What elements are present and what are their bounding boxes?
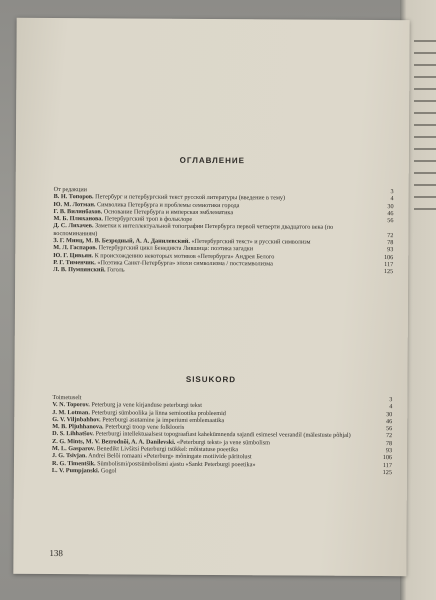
toc-entry xyxy=(52,467,392,476)
toc-entry-page: 3 xyxy=(390,188,394,196)
toc-entry-author: М. Л. Гаспаров. xyxy=(53,244,98,252)
toc-entry-title: Основание Петербурга и имперская эмблематика xyxy=(103,208,234,217)
toc-entry xyxy=(53,266,393,275)
toc-entry-author: З. Г. Минц, М. В. Безродный, А. А. Данилевский. xyxy=(53,237,190,245)
toc-entry-author: Z. G. Mints, M. V. Bezrodnõi, A. A. Danilevski. xyxy=(52,437,176,446)
toc-entry-title: Петербургский цикл Бенедикта Лившица: поэтика загадки xyxy=(98,244,254,253)
toc-entry-author: М. Б. Плюханова. xyxy=(53,215,103,223)
toc-entry-page: 93 xyxy=(385,447,393,455)
toc-entry-title: Peterburgi sümboolika ja linna semiootika probleemid xyxy=(91,408,226,417)
toc-entry-author: Г. В. Вилинбахов. xyxy=(53,207,103,216)
toc-entry-title: Andrei Belõi romaani «Peterburg» mõningate motiivide päritolust xyxy=(88,452,252,461)
toc-entry-title: Sümbolismi/postsümbolismi ajastu «Sankt Peterburgi poeetika» xyxy=(97,459,256,468)
toc-entry-page: 125 xyxy=(383,268,394,276)
toc-heading-russian: ОГЛАВЛЕНИЕ xyxy=(179,155,246,166)
toc-entry-page: 56 xyxy=(387,217,394,225)
toc-entry-page: 56 xyxy=(385,425,393,433)
toc-entry-page: 46 xyxy=(386,417,393,425)
toc-entry-title: Заметки к интеллектуальной топографии Петербурга первой четверти двадцатого века (по воспоминаниям) xyxy=(53,222,334,238)
toc-list-russian xyxy=(53,186,394,276)
toc-entry-author: J. M. Lotman. xyxy=(52,408,90,416)
toc-entry-author: R. G. Timentšik. xyxy=(51,459,96,467)
book-page xyxy=(13,18,409,576)
toc-entry-author: Ю. М. Лотман. xyxy=(53,200,96,208)
toc-entry-title: «Петербургский текст» и русский символизм xyxy=(191,237,311,246)
toc-entry-title: Peterburgi troop vene folklooris xyxy=(105,423,185,432)
toc-entry-author: V. N. Toporov. xyxy=(52,401,90,409)
toc-entry-title: Benedikt Livšitsi Peterburgi tsükkel: mõistatuse poeetika xyxy=(96,445,238,454)
toc-entry-text xyxy=(53,266,375,275)
toc-heading-estonian: SISUKORD xyxy=(185,374,237,385)
toc-entry-page: 78 xyxy=(385,439,393,447)
toc-entry-author: В. Н. Топоров. xyxy=(53,193,94,201)
toc-entry-page: 125 xyxy=(382,469,392,477)
toc-entry-author: Ю. Г. Цивьян. xyxy=(53,251,94,259)
toc-entry-author: Д. С. Лихачев. xyxy=(53,222,94,230)
toc-entry-page: 72 xyxy=(387,231,394,239)
toc-list-estonian xyxy=(52,394,392,476)
toc-entry-author: L. V. Pumpjanski. xyxy=(51,466,100,475)
toc-entry-title: Peterburgi asutamine ja imperiumi emblemaatika xyxy=(102,416,225,424)
toc-entry-author: G. V. Viljnbahhov. xyxy=(52,415,101,424)
toc-entry-page: 106 xyxy=(382,454,393,462)
toc-entry-page: 30 xyxy=(386,410,393,418)
toc-entry-title: «Поэтика Санкт-Петербурга» эпохи символизма / постсимволизма xyxy=(97,259,273,268)
toc-entry-title: Петербург и петербургский текст русской литературы (введение в тему) xyxy=(95,193,286,202)
toc-entry-title: Символика Петербурга и проблемы семиотики города xyxy=(96,200,240,209)
toc-entry-author: M. B. Pljuhhanova. xyxy=(52,423,104,431)
toc-entry-author: Л. В. Пумпянский. xyxy=(53,266,106,274)
toc-entry-page: 117 xyxy=(382,461,392,469)
toc-entry-page: 46 xyxy=(387,209,394,218)
toc-entry-author: J. G. Tsivjan. xyxy=(52,452,87,460)
toc-entry-page: 4 xyxy=(390,195,394,203)
toc-entry-title: Peterburgi intellektuaalsest topograafiast kahekümnenda sajandi esimesel veerandil (mälestuste põhjal) xyxy=(95,430,351,440)
toc-entry-page: 78 xyxy=(387,239,394,247)
toc-entry-title: «Peterburgi tekst» ja vene sümbolism xyxy=(176,438,270,447)
toc-entry-title: Петербургский троп в фольклоре xyxy=(104,215,193,224)
toc-entry-page: 4 xyxy=(389,403,393,411)
toc-entry-title: Гоголь xyxy=(107,266,125,274)
toc-entry-page: 93 xyxy=(387,246,394,254)
toc-entry-author: M. L. Gasparov. xyxy=(52,445,96,453)
toc-entry-title: Toimetuselt xyxy=(52,394,82,402)
toc-entry-page: 72 xyxy=(385,432,393,440)
toc-entry-title: К происхождению некоторых мотивов «Петербурга» Андрея Белого xyxy=(94,251,275,261)
toc-entry-page: 117 xyxy=(384,261,394,269)
toc-entry-title: Peterburg ja vene kirjanduse peterburgi tekst xyxy=(91,401,202,410)
toc-entry-page: 106 xyxy=(383,253,394,261)
toc-entry-text xyxy=(52,467,374,476)
toc-entry-title: От редакции xyxy=(53,186,87,194)
page-number: 138 xyxy=(49,548,63,559)
toc-entry-author: Р. Г. Тименчик. xyxy=(53,259,96,267)
toc-entry-page: 3 xyxy=(389,396,393,404)
toc-entry-title: Gogol xyxy=(100,467,117,475)
toc-entry-author: D. S. Lihhatšov. xyxy=(52,430,94,438)
toc-entry-page: 30 xyxy=(387,202,394,210)
